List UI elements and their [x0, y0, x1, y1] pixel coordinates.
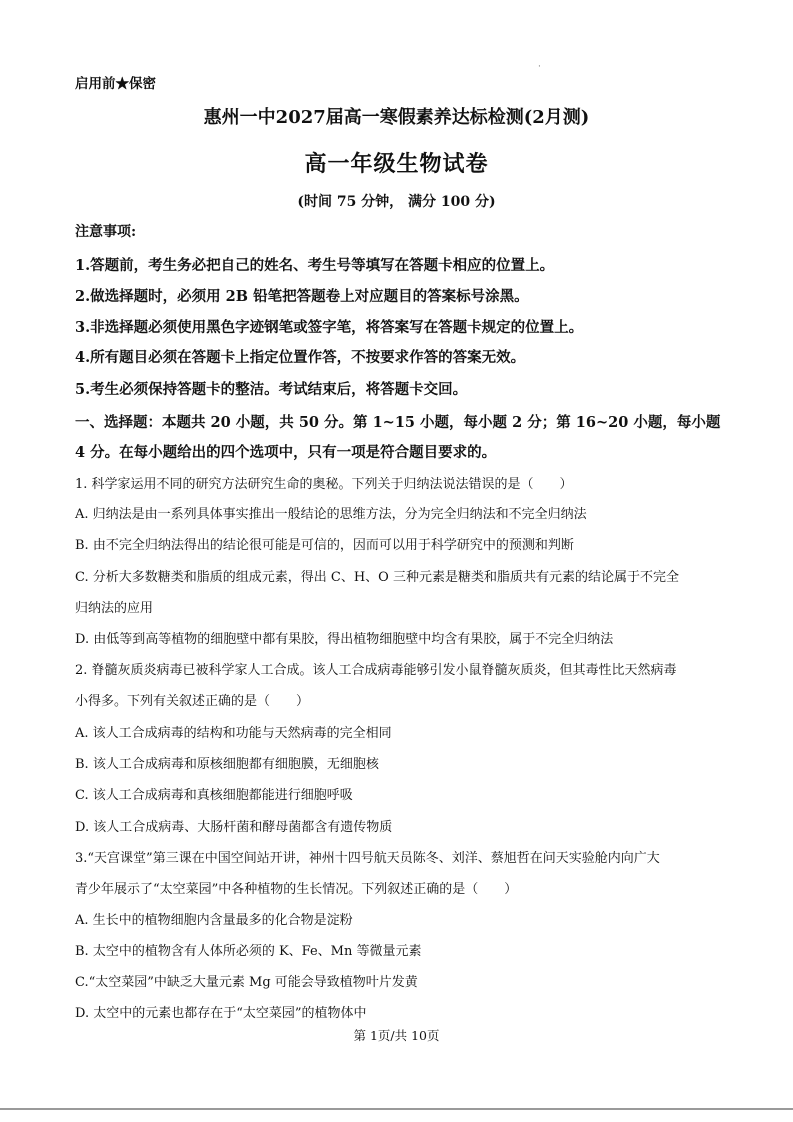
paper-subtitle: 高一年级生物试卷 [304, 151, 489, 177]
notice-item: 2.做选择题时，必须用 2B 铅笔把答题卷上对应题目的答案标号涂黑。 [75, 288, 529, 305]
notice-heading: 注意事项: [75, 224, 137, 240]
time-info: (时间 75 分钟， 满分 100 分) [297, 194, 496, 210]
question-3-stem-cont: 青少年展示了“太空菜园”中各种植物的生长情况。下列叙述正确的是（ ） [75, 882, 518, 897]
exam-title: 惠州一中2027届高一寒假素养达标检测(2月测) [203, 107, 590, 128]
question-1-option-c-cont: 归纳法的应用 [75, 601, 154, 616]
notice-item: 3.非选择题必须使用黑色字迹钢笔或签字笔，将答案写在答题卡规定的位置上。 [75, 319, 584, 336]
question-2-stem: 2. 脊髓灰质炎病毒已被科学家人工合成。该人工合成病毒能够引发小鼠脊髓灰质炎，但其毒性比天然病毒 [75, 663, 677, 678]
notice-item: 5.考生必须保持答题卡的整洁。考试结束后，将答题卡交回。 [75, 381, 468, 398]
question-1-stem: 1. 科学家运用不同的研究方法研究生命的奥秘。下列关于归纳法说法错误的是（ ） [75, 477, 573, 492]
question-2-option-b: B. 该人工合成病毒和原核细胞都有细胞膜，无细胞核 [75, 757, 379, 772]
section-heading-line2: 4 分。在每小题给出的四个选项中，只有一项是符合题目要求的。 [75, 444, 497, 461]
question-3-option-c: C.“太空菜园”中缺乏大量元素 Mg 可能会导致植物叶片发黄 [75, 975, 418, 990]
question-3-stem: 3.“天宫课堂”第三课在中国空间站开讲，神州十四号航天员陈冬、刘洋、蔡旭哲在问天实验舱内向广大 [75, 851, 660, 866]
question-1-option-d: D. 由低等到高等植物的细胞壁中都有果胶，得出植物细胞壁中均含有果胶，属于不完全归纳法 [75, 632, 614, 647]
question-2-option-a: A. 该人工合成病毒的结构和功能与天然病毒的完全相同 [75, 726, 392, 741]
page-footer: 第 1页/共 10页 [353, 1028, 440, 1043]
question-3-option-d: D. 太空中的元素也都存在于“太空菜园”的植物体中 [75, 1006, 367, 1021]
confidential-label: 启用前★保密 [75, 76, 156, 92]
question-2-option-d: D. 该人工合成病毒、大肠杆菌和酵母菌都含有遗传物质 [75, 820, 393, 835]
section-heading-line1: 一、选择题：本题共 20 小题，共 50 分。第 1~15 小题，每小题 2 分；第 16~20 小题，每小题 [75, 414, 721, 431]
question-2-option-c: C. 该人工合成病毒和真核细胞都能进行细胞呼吸 [75, 788, 353, 803]
question-3-option-a: A. 生长中的植物细胞内含量最多的化合物是淀粉 [75, 913, 353, 928]
question-3-option-b: B. 太空中的植物含有人体所必须的 K、Fe、Mn 等微量元素 [75, 944, 422, 959]
question-2-stem-cont: 小得多。下列有关叙述正确的是（ ） [75, 694, 310, 709]
notice-item: 4.所有题目必须在答题卡上指定位置作答，不按要求作答的答案无效。 [75, 349, 526, 366]
bottom-divider [0, 1108, 793, 1110]
question-1-option-a: A. 归纳法是由一系列具体事实推出一般结论的思维方法，分为完全归纳法和不完全归纳法 [75, 507, 587, 522]
notice-item: 1.答题前，考生务必把自己的姓名、考生号等填写在答题卡相应的位置上。 [75, 257, 555, 274]
question-1-option-c: C. 分析大多数糖类和脂质的组成元素，得出 C、H、O 三种元素是糖类和脂质共有元素的结论属于不完全 [75, 570, 679, 585]
scan-dot: · [538, 62, 541, 72]
question-1-option-b: B. 由不完全归纳法得出的结论很可能是可信的，因而可以用于科学研究中的预测和判断 [75, 538, 574, 553]
